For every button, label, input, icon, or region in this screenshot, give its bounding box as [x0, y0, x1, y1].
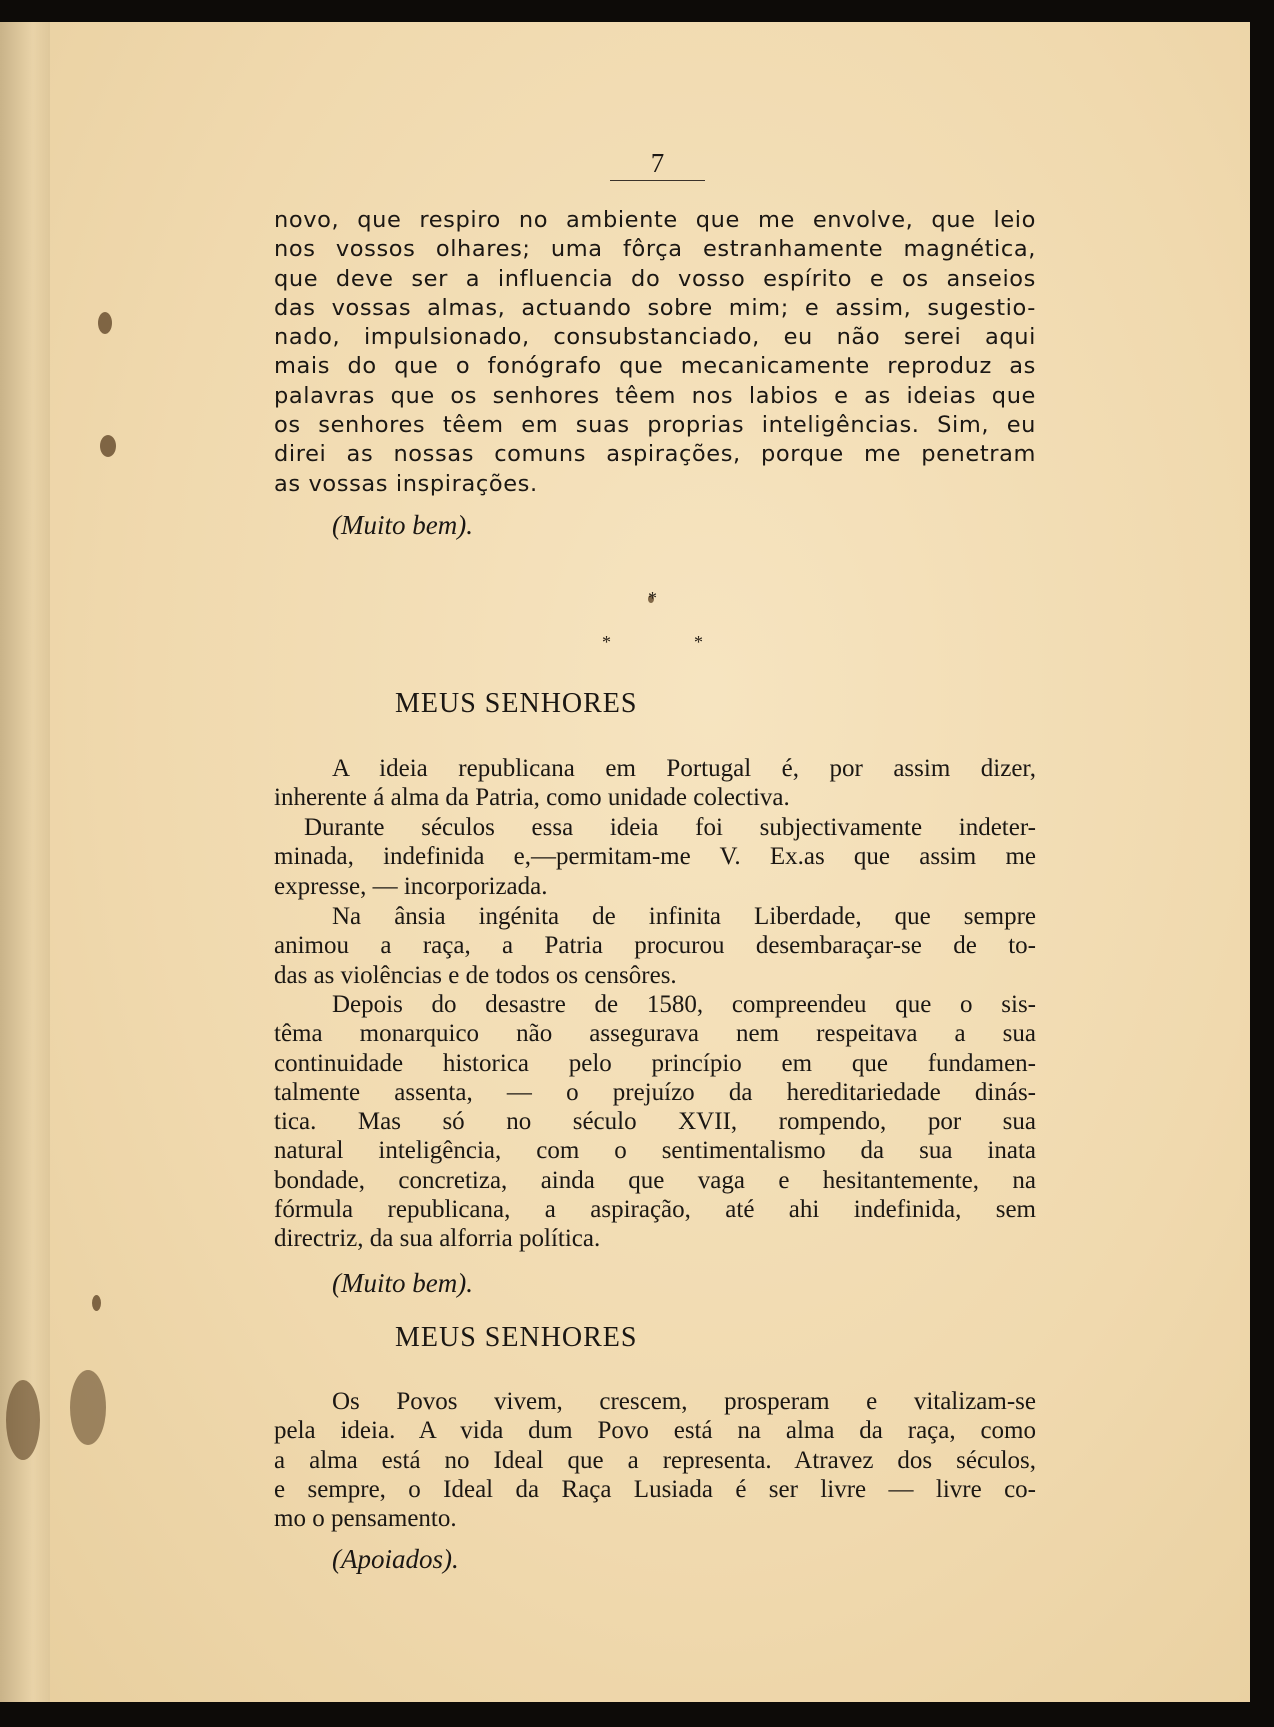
paragraph-continued — [274, 206, 1036, 499]
text-line: as vossas inspirações. — [274, 470, 538, 497]
section-heading: MEUS SENHORES — [395, 1322, 638, 1353]
text-line: Durante séculos essa ideia foi subjectivamente indeter- — [304, 814, 1036, 841]
text-line: que deve ser a influencia do vosso espírito e os anseios — [274, 265, 1036, 292]
page-header — [610, 148, 705, 181]
text-line: animou a raça, a Patria procurou desembaraçar-se de to- — [274, 932, 1036, 960]
paragraph — [274, 990, 1036, 1254]
text-line: nado, impulsionado, consubstanciado, eu não serei aqui — [274, 324, 1036, 351]
foxing-stain — [6, 1380, 40, 1460]
text-line: tica. Mas só no século XVII, rompendo, por sua — [274, 1108, 1036, 1136]
text-line: das as violências e de todos os censôres. — [274, 961, 677, 989]
applause-note: (Muito bem). — [332, 510, 473, 540]
text-line: minada, indefinida e,—permitam-me V. Ex.as que assim me — [274, 843, 1036, 871]
paragraph — [274, 754, 1036, 813]
text-line: bondade, concretiza, ainda que vaga e hesitantemente, na — [274, 1166, 1036, 1194]
text-line: os senhores têem em suas proprias inteligências. Sim, eu — [274, 412, 1036, 439]
text-line: expresse, — incorporizada. — [274, 872, 548, 900]
applause-note: (Muito bem). — [332, 1268, 473, 1298]
applause-note: (Apoiados). — [332, 1544, 459, 1574]
text-line: a alma está no Ideal que a representa. Atravez dos séculos, — [274, 1446, 1036, 1474]
text-line: e sempre, o Ideal da Raça Lusiada é ser livre — livre co- — [274, 1475, 1036, 1503]
page-number-rule — [610, 180, 705, 181]
text-line: directriz, da sua alforria política. — [274, 1225, 601, 1253]
text-line: têma monarquico não assegurava nem respeitava a sua — [274, 1020, 1036, 1048]
text-line: novo, que respiro no ambiente que me envolve, que leio — [274, 207, 1036, 233]
text-line: pela ideia. A vida dum Povo está na alma da raça, como — [274, 1417, 1036, 1445]
foxing-stain — [92, 1295, 101, 1311]
paragraph — [274, 1387, 1036, 1533]
asterism-star: * — [602, 632, 611, 652]
text-line: inherente á alma da Patria, como unidade colectiva. — [274, 784, 790, 812]
text-line: A ideia republicana em Portugal é, por assim dizer, — [332, 755, 1036, 782]
foxing-stain — [98, 312, 112, 334]
text-line: fórmula republicana, a aspiração, até ahi indefinida, sem — [274, 1196, 1036, 1224]
text-line: direi as nossas comuns aspirações, porque me penetram — [274, 441, 1036, 468]
page-number: 7 — [650, 148, 665, 178]
text-line: mo o pensamento. — [274, 1505, 457, 1533]
foxing-stain — [70, 1370, 106, 1445]
text-line: Na ânsia ingénita de infinita Liberdade, que sempre — [332, 903, 1036, 930]
section-heading: MEUS SENHORES — [395, 688, 638, 719]
text-line: Os Povos vivem, crescem, prosperam e vitalizam-se — [332, 1388, 1036, 1415]
asterism-star: * — [648, 588, 657, 608]
text-line: natural inteligência, com o sentimentalismo da sua inata — [274, 1137, 1036, 1165]
text-line: talmente assenta, — o prejuízo da hereditariedade dinás- — [274, 1078, 1036, 1106]
asterism-star: * — [694, 632, 703, 652]
text-line: nos vossos olhares; uma fôrça estranhamente magnética, — [274, 236, 1036, 263]
text-line: Depois do desastre de 1580, compreendeu que o sis- — [332, 991, 1036, 1018]
text-line: continuidade historica pelo princípio em que fundamen- — [274, 1049, 1036, 1077]
text-line: das vossas almas, actuando sobre mim; e assim, sugestio- — [274, 294, 1036, 321]
paragraph — [274, 902, 1036, 990]
text-line: palavras que os senhores têem nos labios e as ideias que — [274, 382, 1036, 409]
foxing-stain — [100, 435, 116, 457]
text-line: mais do que o fonógrafo que mecanicamente reproduz as — [274, 353, 1036, 380]
paragraph — [274, 813, 1036, 901]
